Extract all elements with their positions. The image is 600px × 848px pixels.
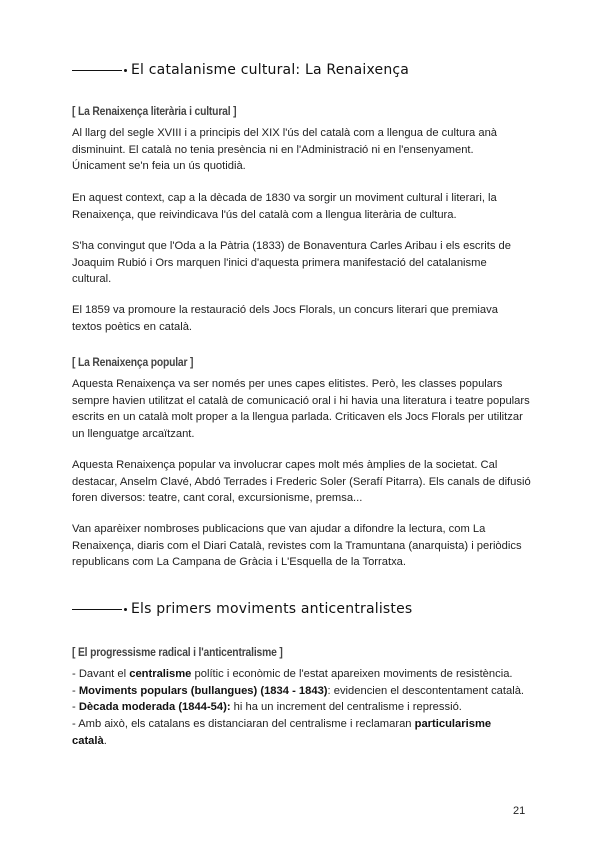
paragraph-line: republicans com La Campana de Gràcia i L'Esquella de la Torratxa. bbox=[72, 556, 407, 569]
paragraph-line: sempre havien utilitzat el català de comunicació oral i hi havia una literatura i teatre populars bbox=[72, 394, 530, 407]
paragraph-line: foren diversos: teatre, cant coral, excursionisme, premsa... bbox=[72, 492, 363, 505]
section-title-anticentralistes bbox=[72, 601, 412, 617]
paragraph bbox=[72, 190, 542, 223]
section-title-text: El catalanisme cultural: La Renaixença bbox=[131, 62, 410, 78]
paragraph bbox=[72, 125, 542, 175]
bullet-item bbox=[72, 699, 542, 716]
paragraph-line: disminuint. El català no tenia presència ni en l'Administració ni en l'ensenyament. bbox=[72, 143, 474, 156]
bullet-bold: Moviments populars (bullangues) (1834 - 1843) bbox=[78, 684, 328, 697]
subheading-progressisme-radical: [ El progressisme radical i l'anticentralisme ] bbox=[72, 645, 283, 659]
subheading-renaixenca-literaria: [ La Renaixença literària i cultural ] bbox=[72, 104, 237, 118]
bullet-bold: català bbox=[72, 734, 104, 747]
bullet-bold: particularisme bbox=[414, 718, 492, 731]
paragraph-line: En aquest context, cap a la dècada de 1830 va sorgir un moviment cultural i literari, la bbox=[72, 192, 497, 204]
paragraph-line: Van aparèixer nombroses publicacions que van ajudar a difondre la lectura, com La bbox=[72, 523, 486, 535]
paragraph-line: Renaixença, diaris com el Diari Català, revistes com la Tramuntana (anarquista) i periòdics bbox=[72, 539, 522, 552]
title-rule bbox=[72, 609, 122, 610]
title-dot bbox=[124, 608, 127, 611]
bullet-text: hi ha un increment del centralisme i repressió. bbox=[230, 701, 462, 714]
paragraph bbox=[72, 521, 542, 571]
bullet-list bbox=[72, 666, 542, 750]
bullet-text: polític i econòmic de l'estat apareixen moviments de resistència. bbox=[191, 668, 513, 680]
subheading-text: La Renaixença literària i cultural bbox=[77, 104, 231, 118]
bullet-text: . bbox=[103, 734, 107, 747]
section-title-text: Els primers moviments anticentralistes bbox=[131, 601, 413, 617]
paragraph bbox=[72, 457, 542, 507]
paragraph-line: Joaquim Rubió i Ors marquen l'inici d'aquesta primera manifestació del catalanisme bbox=[72, 256, 487, 269]
bullet-text: : evidencien el descontentament català. bbox=[327, 684, 525, 697]
bullet-text: - Amb això, els catalans es distanciaran del centralisme i reclamaran bbox=[72, 718, 415, 731]
paragraph-line: Al llarg del segle XVIII i a principis del XIX l'ús del català com a llengua de cultura anà bbox=[72, 127, 498, 139]
paragraph-line: destacar, Anselm Clavé, Abdó Terrades i Frederic Soler (Serafí Pitarra). Els canals de difusió bbox=[72, 475, 531, 488]
paragraph bbox=[72, 302, 542, 335]
paragraph-line: textos poètics en català. bbox=[72, 320, 193, 333]
subheading-text: La Renaixença popular bbox=[77, 355, 188, 369]
paragraph-line: Renaixença, que reivindicava l'ús del català com a llengua literària de cultura. bbox=[72, 208, 457, 221]
bullet-item bbox=[72, 666, 542, 683]
page-number: 21 bbox=[513, 805, 526, 817]
paragraph bbox=[72, 376, 542, 443]
title-rule bbox=[72, 70, 122, 71]
bullet-item bbox=[72, 683, 542, 700]
bullet-text: - bbox=[72, 701, 79, 714]
paragraph-line: Únicament se'n feia un ús quotidià. bbox=[72, 160, 246, 173]
paragraph-line: un llenguatge arcaïtzant. bbox=[72, 428, 195, 441]
bullet-item bbox=[72, 733, 542, 750]
paragraph bbox=[72, 238, 542, 288]
bullet-item bbox=[72, 716, 542, 733]
section-title-renaixenca bbox=[72, 62, 409, 78]
paragraph-line: escrits en un català molt proper a la llengua parlada. Criticaven els Jocs Florals per utilitzar bbox=[72, 411, 523, 424]
title-dot bbox=[124, 69, 127, 72]
paragraph-line: Aquesta Renaixença va ser només per unes capes elitistes. Però, les classes populars bbox=[72, 378, 503, 390]
paragraph-line: Aquesta Renaixença popular va involucrar capes molt més àmplies de la societat. Cal bbox=[72, 459, 498, 471]
paragraph-line: cultural. bbox=[72, 273, 112, 286]
bullet-text: - Davant el bbox=[72, 668, 130, 680]
subheading-renaixenca-popular: [ La Renaixença popular ] bbox=[72, 355, 194, 369]
subheading-text: El progressisme radical i l'anticentralisme bbox=[77, 645, 277, 659]
paragraph-line: El 1859 va promoure la restauració dels Jocs Florals, un concurs literari que premiava bbox=[72, 304, 498, 316]
paragraph-line: S'ha convingut que l'Oda a la Pàtria (1833) de Bonaventura Carles Aribau i els escrits de bbox=[72, 240, 511, 252]
bullet-bold: Dècada moderada (1844-54): bbox=[78, 701, 231, 714]
bullet-text: - bbox=[72, 684, 79, 697]
bullet-bold: centralisme bbox=[129, 668, 192, 680]
